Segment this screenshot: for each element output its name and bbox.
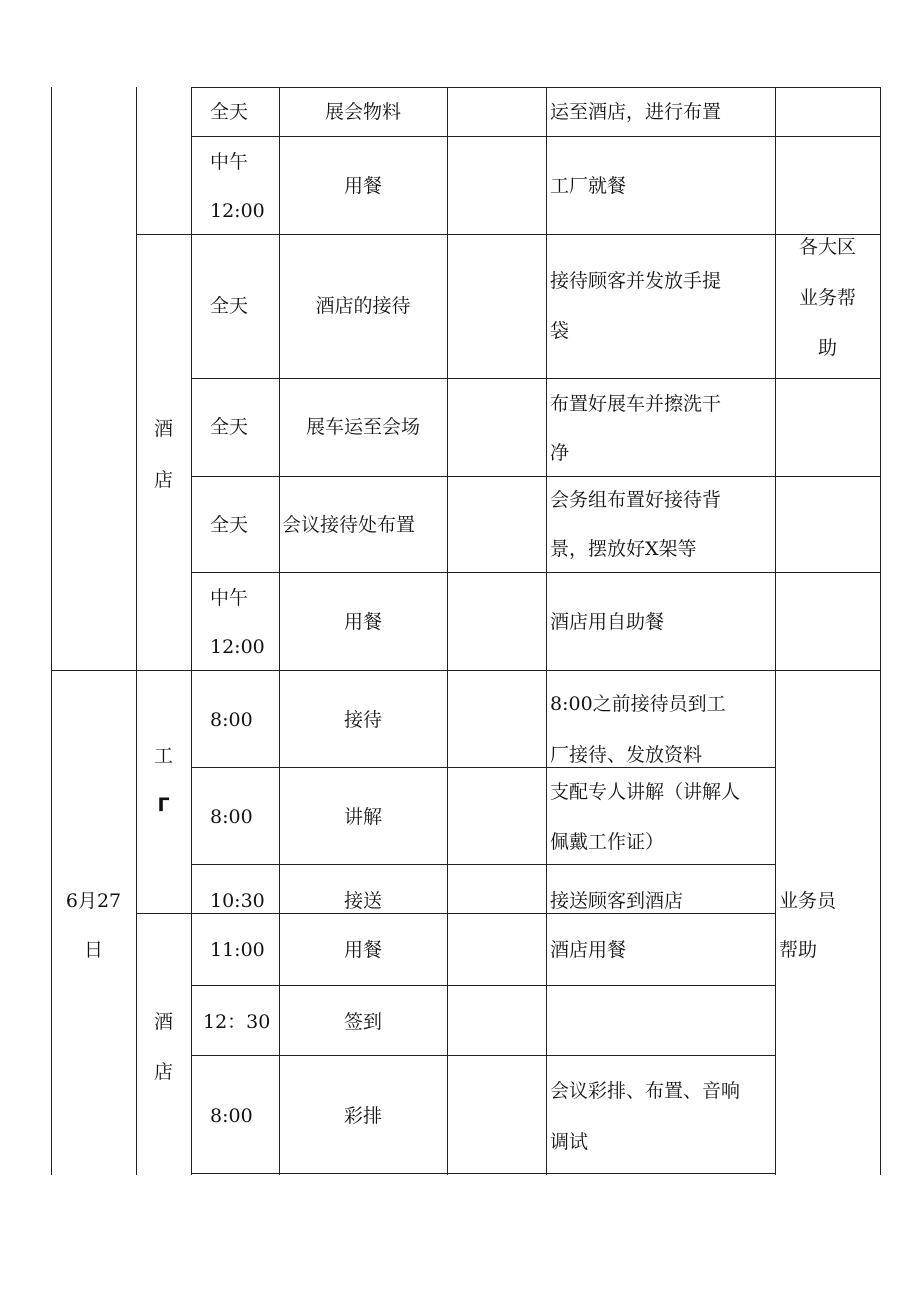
item-cell: 会议接待处布置 [282,514,416,536]
content-cell: 厂接待、发放资料 [550,744,703,766]
content-cell: 袋 [550,320,570,342]
place-label: 酒 [153,1011,173,1033]
time-cell: 11:00 [210,939,265,961]
item-cell: 讲解 [343,806,382,828]
note-cell: 各大区 [798,236,856,258]
place-label: Γ [157,794,170,816]
note-cell: 助 [817,337,837,359]
item-cell: 接待 [343,709,382,731]
content-cell: 酒店用餐 [550,939,627,961]
item-cell: 接送 [343,890,382,912]
content-cell: 酒店用自助餐 [550,611,665,633]
item-cell: 用餐 [343,175,382,197]
time-cell: 全天 [210,101,249,123]
table-line [191,864,776,865]
content-cell: 会议彩排、布置、音响 [550,1080,741,1102]
time-cell: 8:00 [210,709,253,731]
time-cell: 中午 [210,587,249,609]
content-cell: 支配专人讲解（讲解人 [550,781,741,803]
time-cell: 10:30 [210,890,265,912]
content-cell: 接送顾客到酒店 [550,890,684,912]
content-cell: 布置好展车并擦洗干 [550,393,722,415]
item-cell: 用餐 [343,611,382,633]
item-cell: 展车运至会场 [305,416,420,438]
table-line [51,87,52,1175]
place-label: 酒 [153,418,173,440]
table-line [191,87,192,1175]
place-label: 工 [153,745,173,767]
content-cell: 8:00之前接待员到工 [550,693,726,715]
time-cell: 8:00 [210,806,253,828]
table-line [546,87,547,1175]
place-label: 店 [153,1061,173,1083]
content-cell: 接待顾客并发放手提 [550,270,722,292]
table-line [191,378,881,379]
content-cell: 佩戴工作证） [550,831,665,853]
note-cell: 帮助 [779,939,818,961]
note-cell: 业务员 [779,890,837,912]
time-cell: 12:00 [210,200,265,222]
content-cell: 景，摆放好X架等 [550,538,697,560]
table-line [191,1055,776,1056]
table-line [51,670,881,671]
time-cell: 全天 [210,416,249,438]
table-line [191,572,881,573]
content-cell: 净 [550,442,570,464]
content-cell: 工厂就餐 [550,175,627,197]
date-label: 日 [83,939,103,961]
note-cell: 业务帮 [798,287,856,309]
table-line [191,985,776,986]
content-cell: 会务组布置好接待背 [550,489,722,511]
item-cell: 签到 [343,1011,382,1033]
time-cell: 8:00 [210,1105,253,1127]
time-cell: 12:00 [210,636,265,658]
content-cell: 调试 [550,1131,589,1153]
content-cell: 运至酒店，进行布置 [550,101,722,123]
item-cell: 展会物料 [324,101,401,123]
time-cell: 全天 [210,295,249,317]
time-cell: 全天 [210,514,249,536]
date-label: 6月27 [65,890,122,912]
time-cell: 中午 [210,151,249,173]
table-line [880,87,881,1175]
item-cell: 用餐 [343,939,382,961]
table-line [191,1173,776,1174]
place-label: 店 [153,469,173,491]
table-line [191,476,881,477]
time-cell: 12：30 [203,1011,271,1033]
table-line [447,87,448,1175]
item-cell: 彩排 [343,1105,382,1127]
item-cell: 酒店的接待 [315,295,411,317]
